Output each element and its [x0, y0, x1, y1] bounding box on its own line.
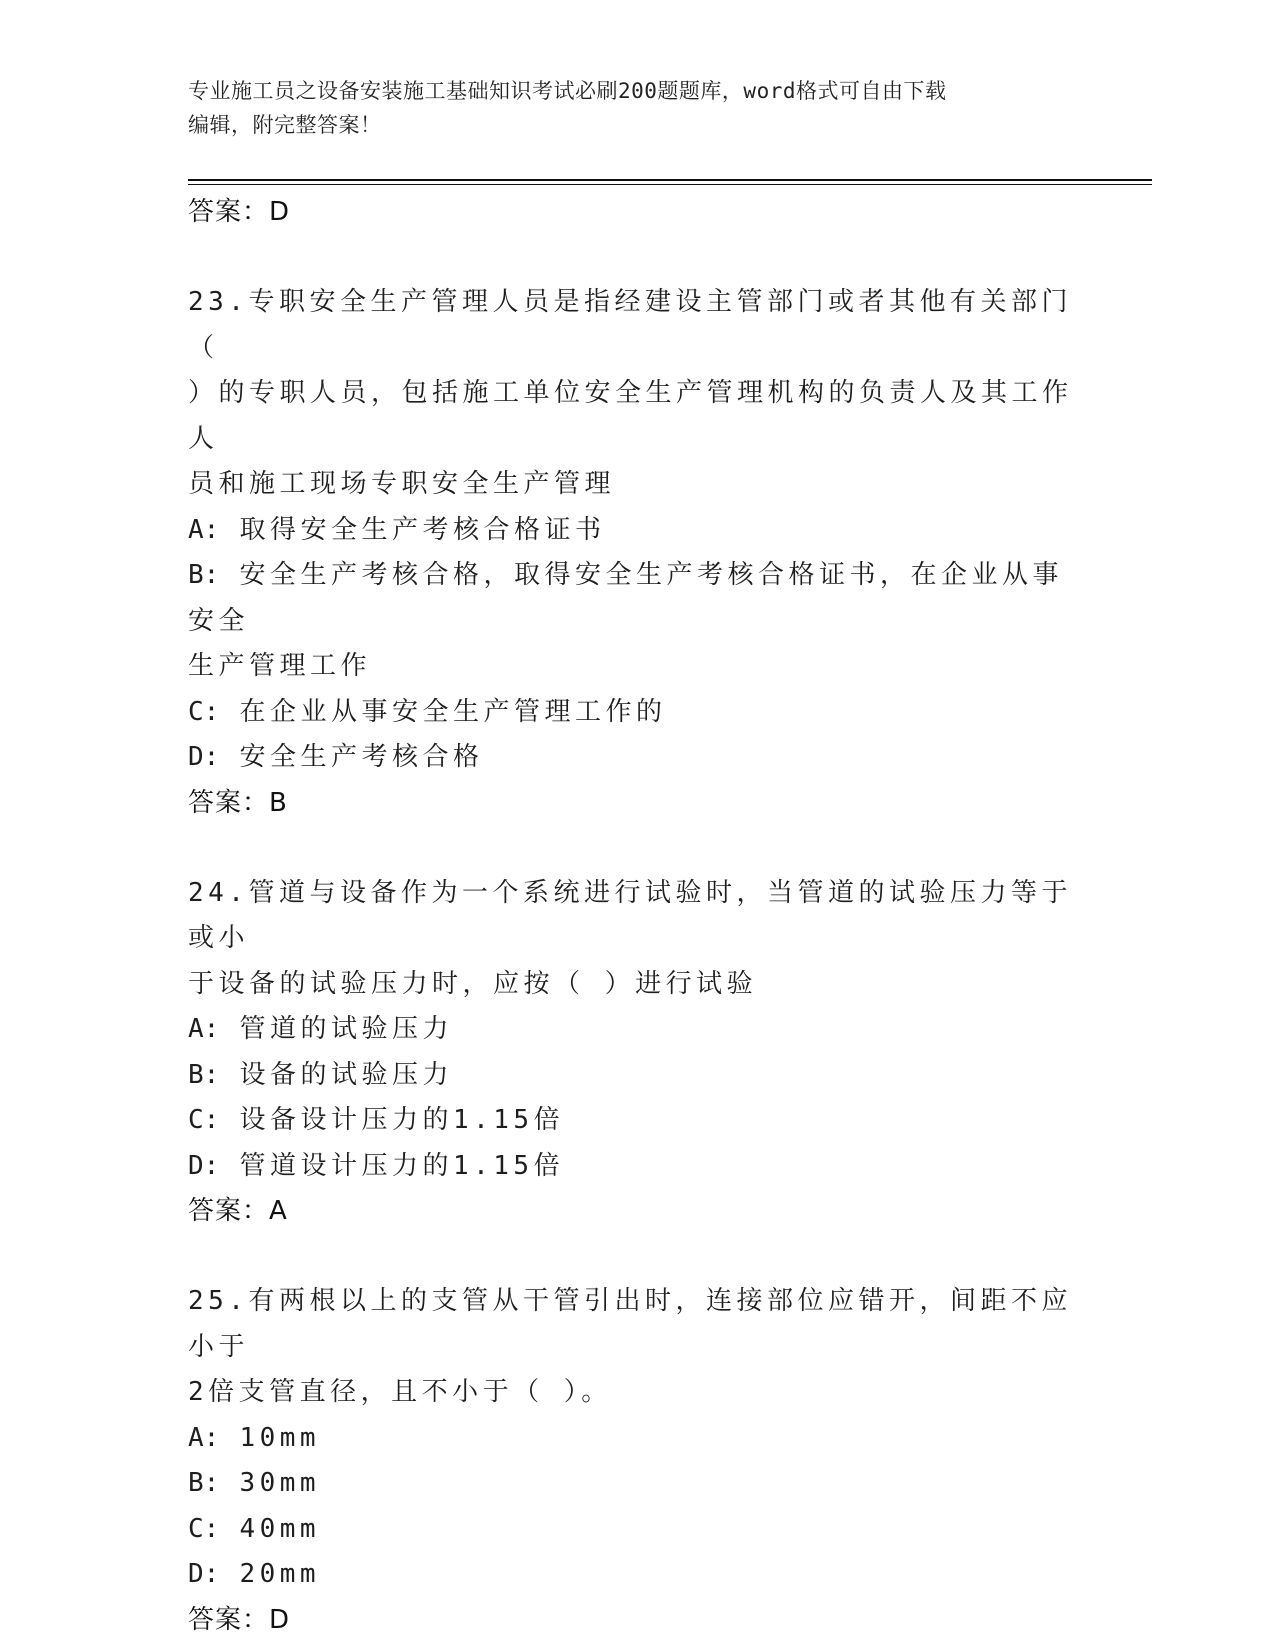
answer-value: D [269, 1604, 291, 1635]
answer-line [188, 1189, 1088, 1234]
option-text: 设备的试验压力 [239, 1059, 453, 1090]
option-letter: A: [188, 1014, 220, 1044]
option-text: 管道的试验压力 [239, 1014, 453, 1044]
option-letter: D: [188, 1559, 220, 1589]
header-rule-thin [188, 184, 1152, 185]
option-b [188, 553, 1078, 690]
question-list [188, 190, 1088, 1643]
question-stem [188, 1279, 1078, 1416]
option-text: 安全生产考核合格，取得安全生产考核合格证书，在企业从事安全 [188, 560, 1063, 636]
question-stem [188, 280, 1078, 508]
option-d [188, 1552, 1078, 1598]
option-letter: B: [188, 560, 220, 590]
option-letter: C: [188, 1105, 220, 1135]
option-letter: A: [188, 514, 220, 545]
question-stem [188, 871, 1078, 1008]
option-letter: D: [188, 1150, 220, 1181]
stem-line: 2倍支管直径，且不小于（ ）。 [188, 1377, 612, 1407]
answer-value: B [269, 787, 288, 818]
option-letter: D: [188, 742, 220, 772]
header-line-2: 编辑，附完整答案！ [188, 113, 382, 137]
option-a [188, 1416, 1078, 1462]
option-text: 管道设计压力的1.15倍 [239, 1150, 565, 1181]
stem-line: ）的专职人员，包括施工单位安全生产管理机构的负责人及其工作人 [188, 378, 1073, 454]
option-d [188, 735, 1078, 781]
option-letter: A: [188, 1422, 220, 1453]
option-letter: B: [188, 1059, 220, 1090]
option-text: 安全生产考核合格 [239, 742, 484, 772]
answer-label: 答案： [188, 1196, 270, 1226]
question-25 [188, 1279, 1088, 1643]
option-text: 10mm [239, 1422, 321, 1453]
option-text: 20mm [239, 1559, 321, 1589]
spacer [188, 235, 1088, 280]
answer-label: 答案： [188, 197, 270, 227]
option-letter: C: [188, 1513, 220, 1544]
option-text: 设备设计压力的1.15倍 [239, 1105, 565, 1135]
answer-label: 答案： [188, 1604, 270, 1635]
answer-value: D [269, 197, 291, 227]
option-d [188, 1144, 1078, 1190]
option-text: 40mm [239, 1513, 321, 1544]
option-text: 取得安全生产考核合格证书 [239, 514, 606, 545]
spacer [188, 1234, 1088, 1279]
answer-label: 答案： [188, 787, 270, 818]
option-text: 在企业从事安全生产管理工作的 [239, 696, 667, 727]
answer-line [188, 1598, 1088, 1643]
question-23 [188, 280, 1088, 826]
question-24 [188, 871, 1088, 1235]
stem-line: 于设备的试验压力时，应按（ ）进行试验 [188, 968, 758, 999]
option-b [188, 1461, 1078, 1507]
answer-value: A [269, 1196, 288, 1226]
answer-line [188, 781, 1088, 826]
option-text-continued: 生产管理工作 [188, 651, 372, 681]
option-c [188, 1098, 1078, 1144]
stem-line: 25.有两根以上的支管从干管引出时，连接部位应错开，间距不应小于 [188, 1286, 1072, 1362]
stem-line: 24.管道与设备作为一个系统进行试验时，当管道的试验压力等于或小 [188, 877, 1072, 953]
stem-line: 员和施工现场专职安全生产管理 [188, 469, 616, 499]
stem-line: 23.专职安全生产管理人员是指经建设主管部门或者其他有关部门（ [188, 287, 1072, 363]
option-a [188, 508, 1078, 554]
option-letter: C: [188, 696, 220, 727]
previous-answer [188, 190, 1088, 235]
option-c [188, 1507, 1078, 1553]
option-letter: B: [188, 1468, 220, 1498]
spacer [188, 826, 1088, 871]
option-a [188, 1007, 1078, 1053]
header-line-1: 专业施工员之设备安装施工基础知识考试必刷200题题库，word格式可自由下载 [188, 79, 947, 103]
option-c [188, 690, 1078, 736]
option-b [188, 1053, 1078, 1099]
page-header [188, 74, 1068, 142]
header-rule-thick [188, 179, 1152, 181]
option-text: 30mm [239, 1468, 321, 1498]
